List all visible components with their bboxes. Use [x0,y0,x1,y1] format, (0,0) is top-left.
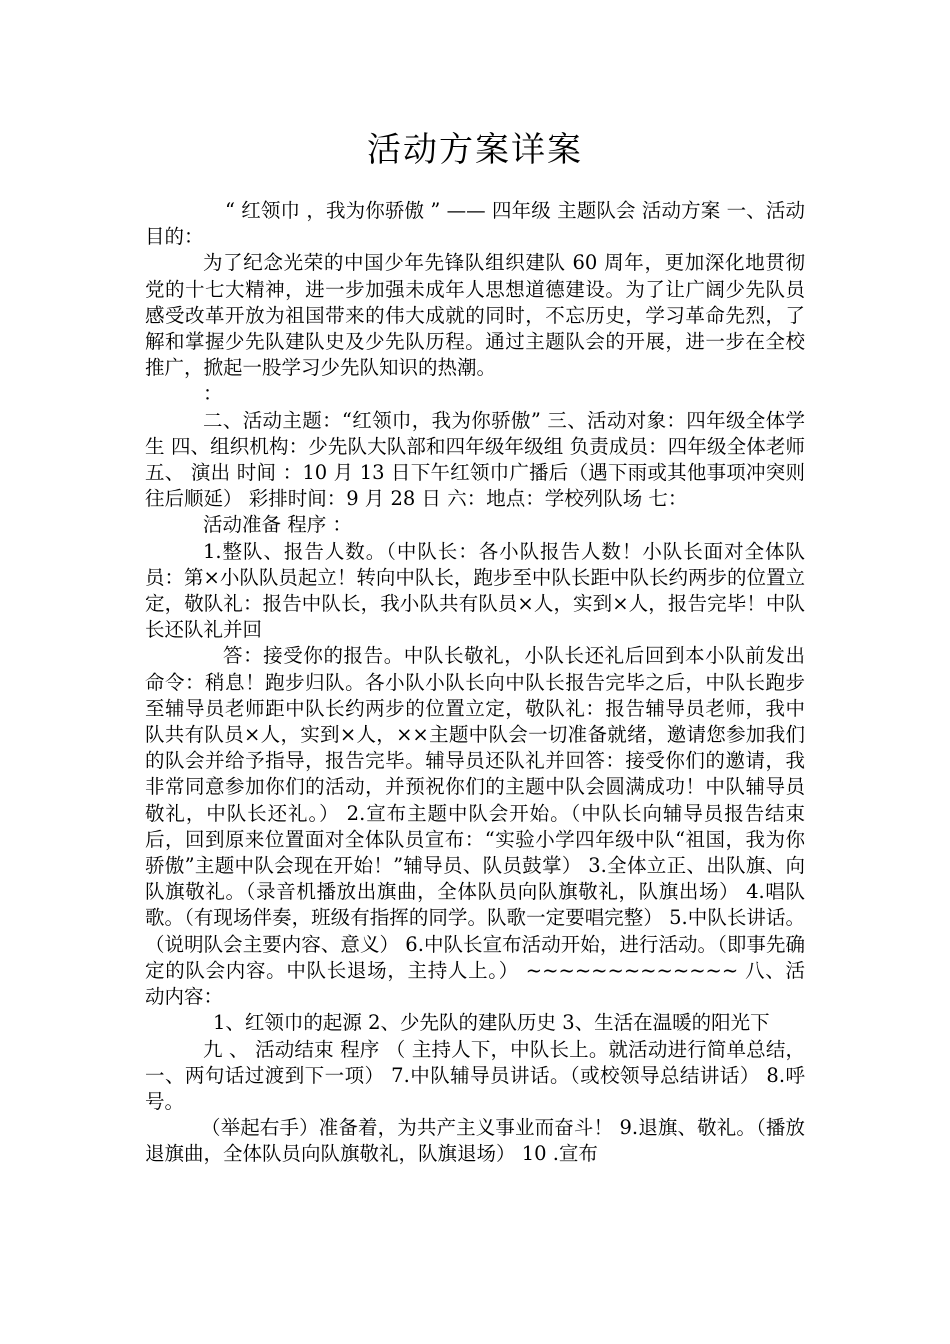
paragraph-purpose: 为了纪念光荣的中国少年先锋队组织建队 60 周年，更加深化地贯彻党的十七大精神，进一步加强未成年人思想道德建设。为了让广阔少先队员感受改革开放为祖国带来的伟大成就的同时，不忘历史，学习革命先烈，了解和掌握少先队建队史及少先队历程。通过主题队会的开展，进一步在全校推广，掀起一股学习少先队知识的热潮。 [145,251,805,380]
paragraph-intro: “ 红领巾 ，我为你骄傲 ” —— 四年级 主题队会 活动方案 一、活动目的： [145,199,805,249]
paragraph-closing-program: 九 、 活动结束 程序 （ 主持人下，中队长上。就活动进行简单总结，一、两句话过渡到下一项） 7.中队辅导员讲话。（或校领导总结讲话） 8.呼号。 [145,1037,805,1113]
paragraph-colon: ： [203,382,223,406]
paragraph-steps-answer: 答：接受你的报告。中队长敬礼，小队长还礼后回到本小队前发出命令：稍息！跑步归队。各小队小队长向中队长报告完毕之后，中队长跑步至辅导员老师距中队长约两步的位置立定，敬队礼：报告辅导员老师，我中队共有队员×人，实到×人，××主题中队会一切准备就绪，邀请您参加我们的队会并给予指导，报告完毕。辅导员还队礼并回答：接受你们的邀请，我非常同意参加你们的活动，并预祝你们的主题中队会圆满成功！中队辅导员敬礼，中队长还礼。） 2.宣布主题中队会开始。（中队长向辅导员报告结束后，回到原来位置面对全体队员宣布：“实验小学四年级中队“祖国，我为你骄傲”主题中队会现在开始！”辅导员、队员鼓掌） 3.全体立正、出队旗、向队旗敬礼。（录音机播放出旗曲，全体队员向队旗敬礼，队旗出场） 4.唱队歌。（有现场伴奏，班级有指挥的同学。队歌一定要唱完整） 5.中队长讲话。（说明队会主要内容、意义） 6.中队长宣布活动开始，进行活动。（即事先确定的队会内容。中队长退场，主持人上。） ~~~~~~~~~~~~~ 八、活动内容： [145,644,805,1009]
paragraph-activity-content: 1、红领巾的起源 2、少先队的建队历史 3、生活在温暖的阳光下 [213,1011,770,1035]
paragraph-theme-info: 二、活动主题：“红领巾，我为你骄傲” 三、活动对象：四年级全体学生 四、组织机构：少先队大队部和四年级年级组 负责成员：四年级全体老师 五、 演出 时间 ：10 月 13 日下午红领巾广播后（遇下雨或其他事项冲突则往后顺延） 彩排时间：9 月 28 日 六：地点：学校列队场 七： [145,408,805,511]
document-body [145,198,805,1168]
paragraph-step-1: 1.整队、报告人数。（中队长：各小队报告人数！小队长面对全体队员：第×小队队员起立！转向中队长，跑步至中队长距中队长约两步的位置立定，敬队礼：报告中队长，我小队共有队员×人，实到×人，报告完毕！中队长还队礼并回 [145,539,805,642]
paragraph-final: （举起右手）准备着，为共产主义事业而奋斗！ 9.退旗、敬礼。（播放退旗曲，全体队员向队旗敬礼，队旗退场） 10 .宣布 [145,1116,805,1166]
paragraph-preparation-heading: 活动准备 程序 ： [203,513,352,537]
document-title: 活动方案详案 [367,130,583,170]
